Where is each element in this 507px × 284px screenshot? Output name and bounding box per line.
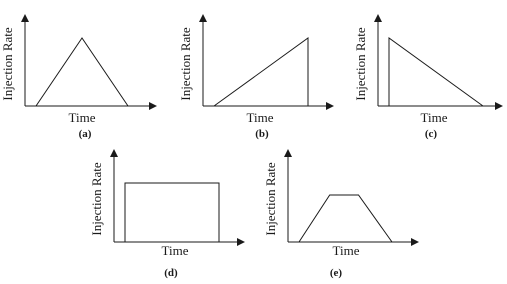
y-axis-title: Injection Rate <box>89 162 104 236</box>
x-axis-title: Time <box>161 243 189 258</box>
panel-caption: (b) <box>255 128 269 140</box>
x-axis-title: Time <box>246 110 274 125</box>
y-axis-title: Injection Rate <box>263 162 278 236</box>
injection-profile-line <box>36 38 128 106</box>
panel-a <box>0 15 156 140</box>
panel-caption: (e) <box>329 267 343 279</box>
x-axis-title: Time <box>420 110 448 125</box>
panel-e <box>263 150 418 279</box>
x-axis-title: Time <box>332 243 360 258</box>
panel-b <box>178 15 333 140</box>
injection-profile-line <box>389 38 483 106</box>
x-axis-title: Time <box>68 110 96 125</box>
y-axis-title: Injection Rate <box>178 27 193 101</box>
y-axis-title: Injection Rate <box>353 27 368 101</box>
panel-d <box>89 150 244 279</box>
panel-caption: (a) <box>78 128 92 140</box>
panel-caption: (d) <box>164 267 178 279</box>
injection-profile-line <box>125 183 219 242</box>
panel-caption: (c) <box>424 128 438 140</box>
panel-c <box>353 15 502 140</box>
injection-profile-line <box>214 38 308 106</box>
y-axis-title: Injection Rate <box>0 27 15 101</box>
injection-profile-line <box>299 195 392 242</box>
